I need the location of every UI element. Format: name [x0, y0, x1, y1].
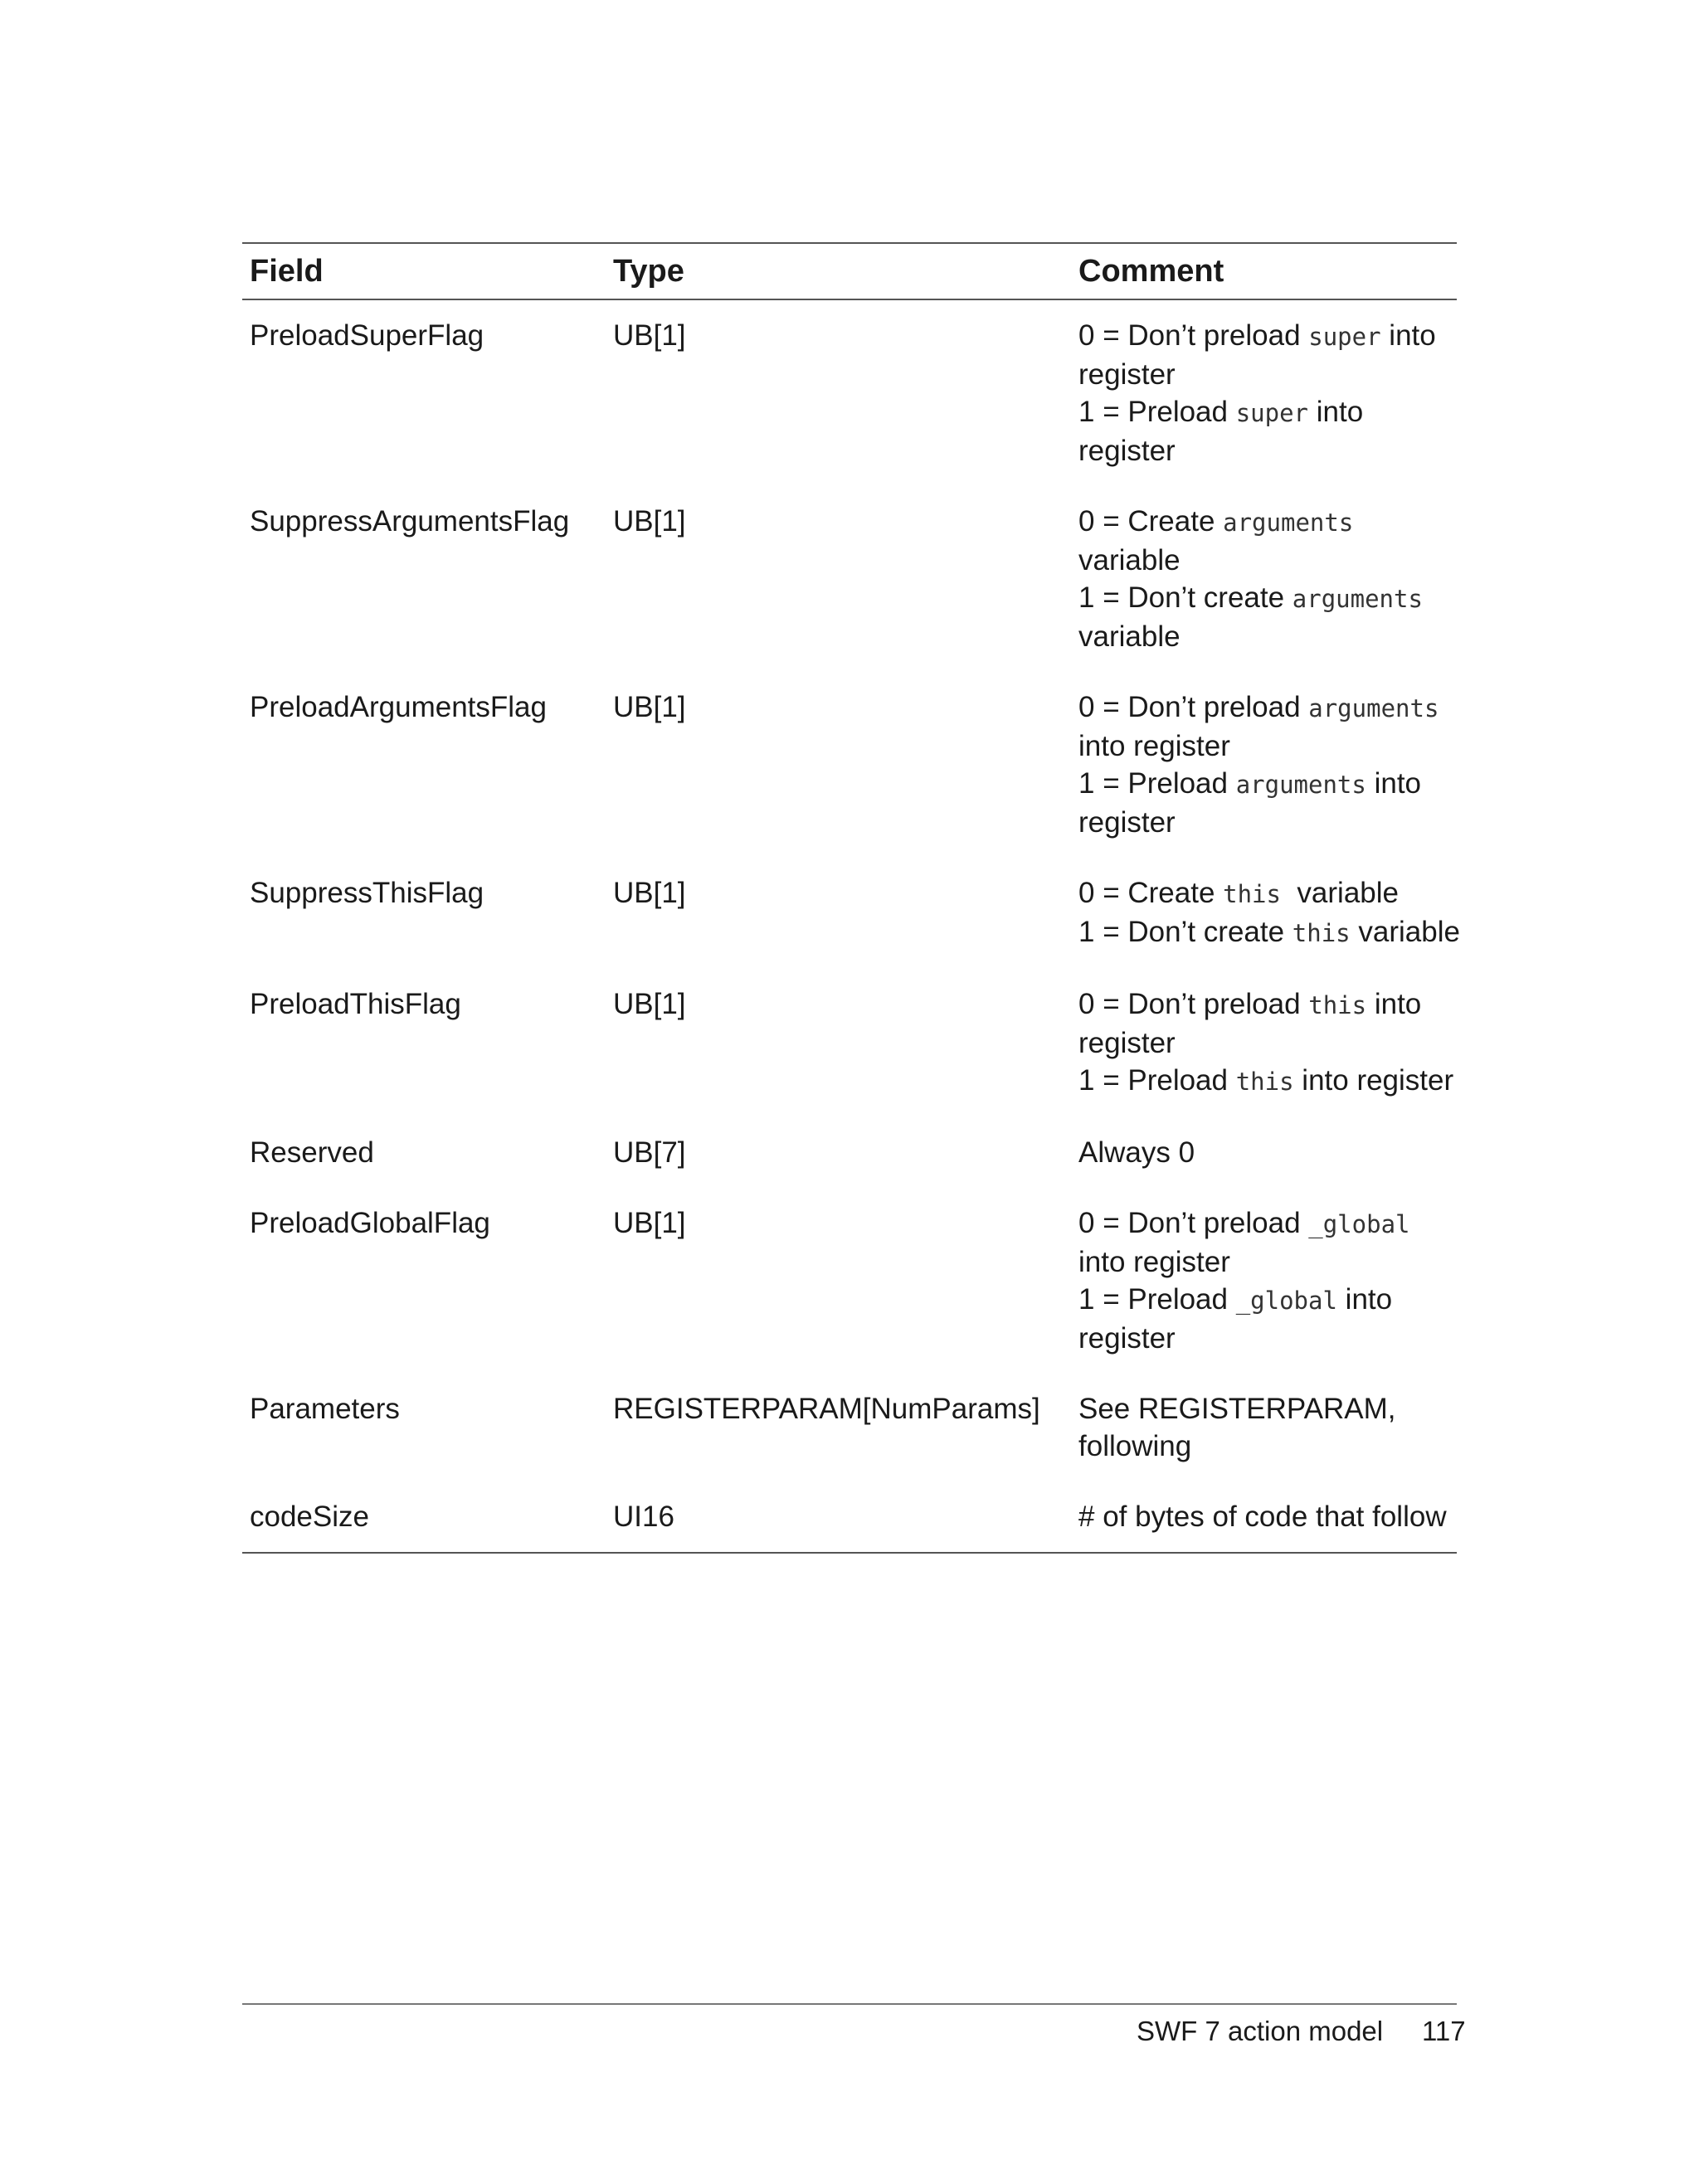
comment-line	[1078, 688, 1457, 727]
code-token: super	[1235, 399, 1309, 427]
comment-line	[1078, 579, 1457, 618]
comment-text: variable	[1078, 544, 1181, 576]
cell-field: PreloadArgumentsFlag	[250, 691, 547, 723]
comment-line	[1078, 804, 1457, 841]
cell-comment	[1078, 1134, 1457, 1171]
comment-text: 1 = Preload	[1078, 1064, 1236, 1097]
header-field: Field	[250, 253, 324, 289]
comment-text: variable	[1280, 877, 1400, 909]
comment-text: variable	[1350, 916, 1460, 948]
comment-text: into register	[1078, 730, 1230, 762]
cell-type: UB[1]	[613, 691, 686, 723]
comment-line	[1078, 765, 1457, 804]
comment-line	[1078, 1390, 1457, 1428]
comment-line	[1078, 1281, 1457, 1320]
header-comment: Comment	[1078, 253, 1224, 289]
table-row	[242, 300, 1457, 486]
code-token: arguments	[1308, 694, 1439, 722]
cell-type: UB[1]	[613, 319, 686, 352]
comment-text: 0 = Don’t preload	[1078, 319, 1309, 352]
cell-type: UB[7]	[613, 1136, 686, 1169]
comment-line	[1078, 874, 1457, 913]
comment-text: 0 = Don’t preload	[1078, 988, 1309, 1020]
comment-line	[1078, 1498, 1457, 1535]
cell-type: REGISTERPARAM[NumParams]	[613, 1393, 1040, 1425]
table-row	[242, 858, 1460, 969]
cell-field: PreloadThisFlag	[250, 988, 461, 1020]
cell-comment	[1078, 1204, 1457, 1357]
cell-comment	[1078, 1498, 1457, 1535]
cell-type: UI16	[613, 1501, 674, 1533]
page-number: 117	[1422, 2016, 1466, 2046]
cell-field: PreloadSuperFlag	[250, 319, 484, 352]
table-row	[242, 969, 1457, 1117]
comment-text: 1 = Preload	[1078, 1283, 1236, 1316]
comment-line	[1078, 618, 1457, 655]
cell-field: Reserved	[250, 1136, 374, 1169]
table-row	[242, 1481, 1457, 1552]
comment-text: register	[1078, 435, 1176, 467]
table-row	[242, 486, 1457, 672]
comment-text: register	[1078, 358, 1176, 391]
comment-text: Always 0	[1078, 1136, 1195, 1169]
comment-text: register	[1078, 806, 1176, 839]
comment-line	[1078, 542, 1457, 579]
code-token: arguments	[1292, 585, 1423, 613]
comment-line	[1078, 913, 1460, 952]
comment-text: into	[1366, 988, 1422, 1020]
comment-text: into	[1336, 1283, 1393, 1316]
table-row	[242, 1374, 1457, 1481]
comment-text: 1 = Preload	[1078, 767, 1236, 800]
comment-line	[1078, 503, 1457, 542]
cell-field: PreloadGlobalFlag	[250, 1207, 490, 1239]
cell-comment	[1078, 317, 1457, 469]
code-token: this	[1308, 991, 1367, 1019]
comment-line	[1078, 356, 1457, 393]
comment-text: 0 = Don’t preload	[1078, 1207, 1309, 1239]
code-token: super	[1308, 323, 1381, 351]
table-row	[242, 672, 1457, 858]
comment-line	[1078, 393, 1457, 432]
table-body	[242, 300, 1460, 1552]
comment-text: See REGISTERPARAM,	[1078, 1393, 1396, 1425]
comment-text: 1 = Don’t create	[1078, 916, 1293, 948]
table-row	[242, 1188, 1457, 1374]
cell-type: UB[1]	[613, 988, 686, 1020]
comment-line	[1078, 432, 1457, 469]
cell-type: UB[1]	[613, 1207, 686, 1239]
code-token: _global	[1308, 1210, 1410, 1238]
comment-text: 0 = Don’t preload	[1078, 691, 1309, 723]
code-token: _global	[1235, 1287, 1337, 1315]
code-token: arguments	[1235, 771, 1366, 799]
cell-comment	[1078, 1390, 1457, 1465]
code-token: this	[1292, 919, 1351, 947]
comment-line	[1078, 1204, 1457, 1243]
code-token: this	[1223, 880, 1281, 908]
comment-text: 1 = Don’t create	[1078, 581, 1293, 614]
comment-text: variable	[1078, 620, 1181, 653]
table-bottom-rule	[242, 1552, 1457, 1554]
comment-text: 1 = Preload	[1078, 396, 1236, 428]
cell-comment	[1078, 503, 1457, 655]
header-type: Type	[613, 253, 684, 289]
cell-type: UB[1]	[613, 877, 686, 909]
code-token: this	[1235, 1068, 1294, 1096]
comment-text: into	[1380, 319, 1436, 352]
footer-title: SWF 7 action model	[1137, 2016, 1384, 2046]
comment-text: 0 = Create	[1078, 877, 1224, 909]
comment-line	[1078, 1428, 1457, 1465]
cell-type: UB[1]	[613, 505, 686, 537]
cell-field: SuppressThisFlag	[250, 877, 484, 909]
comment-line	[1078, 317, 1457, 356]
comment-line	[1078, 1062, 1457, 1101]
comment-text: following	[1078, 1430, 1192, 1462]
cell-comment	[1078, 688, 1457, 841]
table-row	[242, 1117, 1457, 1188]
cell-comment	[1078, 985, 1457, 1101]
comment-text: into register	[1078, 1246, 1230, 1278]
comment-text: into	[1308, 396, 1364, 428]
table-header	[242, 244, 1457, 299]
code-token: arguments	[1223, 508, 1354, 537]
cell-field: SuppressArgumentsFlag	[250, 505, 570, 537]
comment-line	[1078, 1320, 1457, 1357]
cell-field: codeSize	[250, 1501, 369, 1533]
comment-line	[1078, 727, 1457, 765]
comment-line	[1078, 1134, 1457, 1171]
cell-comment	[1078, 874, 1460, 952]
comment-line	[1078, 1243, 1457, 1281]
comment-text: into register	[1293, 1064, 1454, 1097]
field-table	[242, 242, 1460, 1554]
comment-line	[1078, 985, 1457, 1024]
comment-text: register	[1078, 1322, 1176, 1355]
footer-rule	[242, 2003, 1457, 2005]
comment-line	[1078, 1024, 1457, 1062]
comment-text: 0 = Create	[1078, 505, 1224, 537]
comment-text: register	[1078, 1027, 1176, 1059]
comment-text: # of bytes of code that follow	[1078, 1501, 1447, 1533]
cell-field: Parameters	[250, 1393, 400, 1425]
comment-text: into	[1366, 767, 1422, 800]
